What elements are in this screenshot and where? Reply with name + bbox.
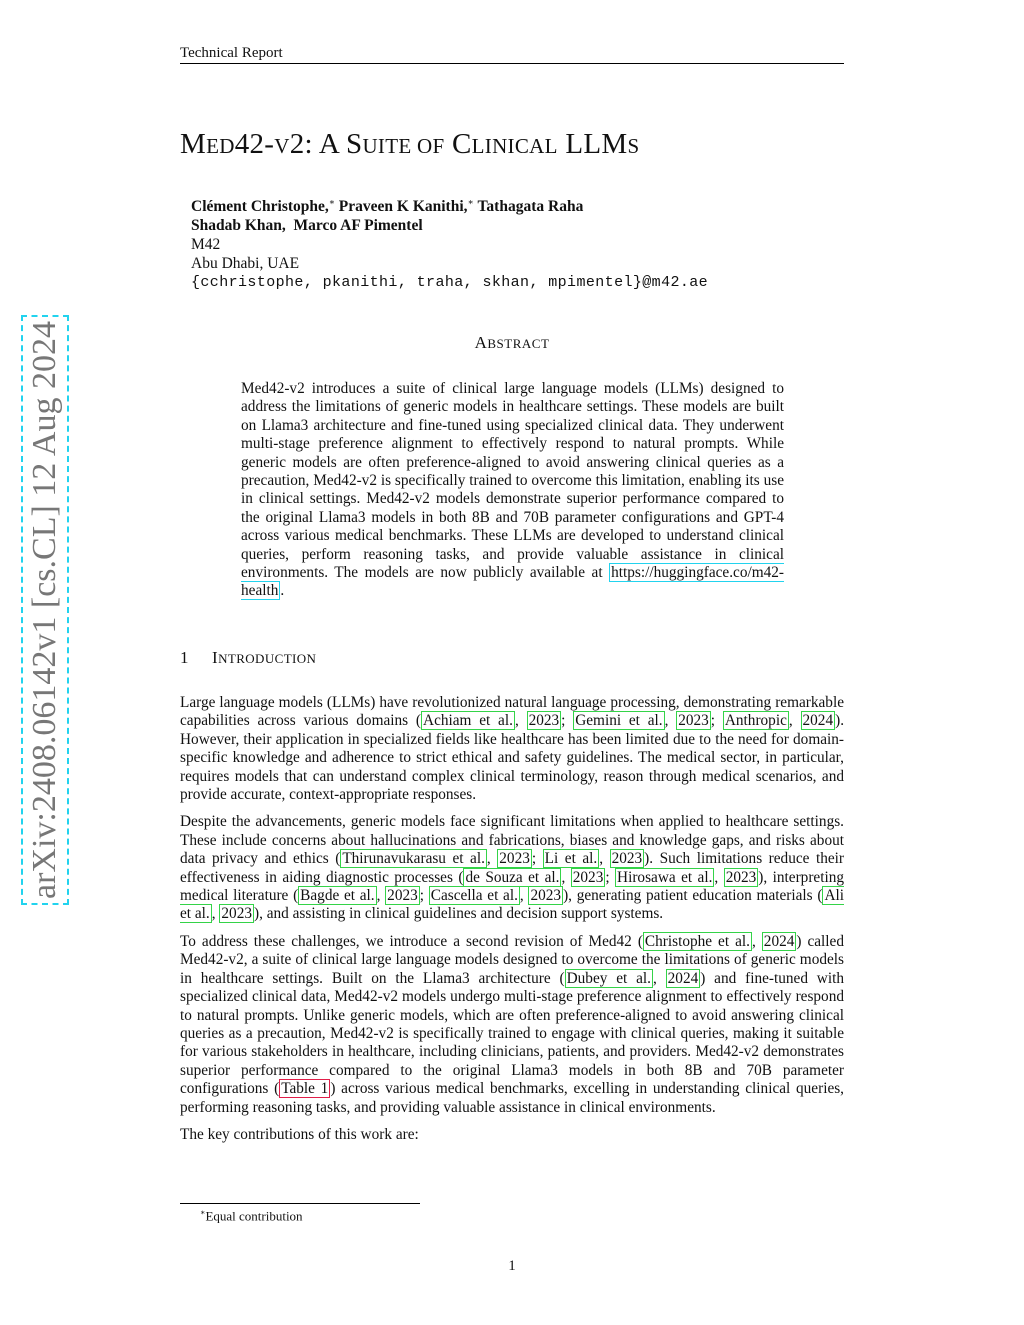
citation-anthropic[interactable]: Anthropic — [724, 712, 787, 730]
footnote: ∗Equal contribution — [200, 1208, 303, 1224]
author-block — [191, 193, 708, 292]
author-line-1: Clément Christophe,∗ Praveen K Kanithi,∗ Tathagata Raha — [191, 197, 584, 216]
location: Abu Dhabi, UAE — [191, 255, 300, 273]
huggingface-link[interactable]: https://huggingface.co/m42-health — [241, 564, 785, 600]
citation-achiam[interactable]: Achiam et al. — [423, 712, 513, 730]
citation-year[interactable]: 2024 — [763, 932, 795, 950]
table-1-reference[interactable]: Table 1 — [281, 1080, 329, 1098]
citation-year[interactable]: 2024 — [667, 969, 699, 987]
abstract-heading: ABSTRACT — [474, 333, 550, 352]
citation-gemini[interactable]: Gemini et al. — [575, 712, 663, 730]
section-heading-introduction: 1 INTRODUCTION — [180, 648, 317, 667]
arxiv-identifier-link[interactable]: arXiv:2408.06142v1 [cs.CL] 12 Aug 2024 — [21, 315, 69, 905]
citation-year[interactable]: 2023 — [572, 868, 604, 886]
abstract-text: Med42-v2 introduces a suite of clinical large language models (LLMs) designed to address the limitations of generic models in healthcare settings. These models are built on Llama3 architecture and fine-tuned using specialized clinical data. They underwent multi-stage preference alignment to effectively respond to natural prompts. While generic models are often preference-aligned to avoid answering clinical queries as a precaution, Med42-v2 is specifically trained to overcome this limitation, enabling its use in clinical settings. Med42-v2 models demonstrate superior performance compared to the original Llama3 models in both 8B and 70B parameter configurations and GPT-4 across various medical benchmarks. These LLMs are developed to understand clinical queries, perform reasoning tasks, and provide valuable assistance in clinical environments. The models are now publicly available at https://huggingface.co/m42-health . — [241, 380, 785, 600]
citation-li[interactable]: Li et al. — [544, 850, 598, 868]
citation-year[interactable]: 2023 — [387, 887, 418, 905]
citation-year[interactable]: 2024 — [802, 712, 834, 730]
author-line-2: Shadab Khan, Marco AF Pimentel — [191, 217, 423, 235]
introduction-body — [180, 694, 844, 1153]
citation-year[interactable]: 2023 — [530, 887, 562, 905]
paragraph-2: Despite the advancements, generic models face significant limitations when applied to healthcare settings. These include concerns about hallucinations and fabrications, biases and knowledge gaps, and risks about data privacy and ethics ( Thirunavukarasu et al. , 2023 ; Li et al. , 2023 ). Such limitations reduce their effectiveness in aiding diagnostic processes ( de Souza et al. , 2023 ; Hirosawa et al. , 2023 ), interpreting medical literature ( Bagde et al. , 2023 ; Cascella et al. , 2023 ), generating patient education materials ( Ali et al. , 2023 ), and assisting in clinical guidelines and decision support systems. — [180, 813, 844, 923]
running-head: Technical Report — [180, 45, 844, 64]
citation-year[interactable]: 2023 — [528, 712, 560, 730]
paragraph-3: To address these challenges, we introduce a second revision of Med42 ( Christophe et al. , 2024 ) called Med42-v2, a suite of clinical large language models designed to overcome the limitations of generic models in healthcare settings. Built on the Llama3 architecture ( Dubey et al. , 2024 ) and fine-tuned with specialized clinical data, Med42-v2 models undergo multi-stage preference alignment to effectively respond to natural prompts. Unlike generic models, which are often preference-aligned to avoid answering clinical queries as a precaution, Med42-v2 is specifically trained to engage with clinical queries, making it suitable for various stakeholders in healthcare, including clinicians, patients, and providers. Med42-v2 demonstrates superior performance compared to the original Llama3 models in both 8B and 70B parameter configurations ( Table 1 ) across various medical benchmarks, excelling in understanding clinical queries, performing reasoning tasks, and providing valuable assistance in clinical environments. — [180, 932, 845, 1116]
citation-bagde[interactable]: Bagde et al. — [300, 887, 375, 905]
citation-year[interactable]: 2023 — [221, 905, 252, 923]
citation-year[interactable]: 2023 — [678, 712, 709, 730]
citation-dubey[interactable]: Dubey et al. — [566, 969, 651, 987]
paper-title: MED42-V2: A SUITE OF CLINICAL LLMS — [180, 128, 640, 160]
citation-year[interactable]: 2023 — [611, 850, 643, 868]
footnote-divider — [180, 1203, 420, 1204]
citation-hirosawa[interactable]: Hirosawa et al. — [617, 868, 713, 886]
citation-christophe[interactable]: Christophe et al. — [644, 932, 750, 950]
affiliation: M42 — [191, 236, 221, 254]
paragraph-1: Large language models (LLMs) have revolutionized natural language processing, demonstrating remarkable capabilities across various domains ( Achiam et al. , 2023 ; Gemini et al. , 2023 ; Anthropic , 2024 ). However, their application in specialized fields like healthcare has been limited due to the need for domain-specific knowledge and adherence to strict ethical and safety guidelines. The medical sector, in particular, requires models that can understand complex clinical terminology, reason through medical scenarios, and provide accurate, context-appropriate responses. — [180, 694, 845, 804]
citation-thirunavukarasu[interactable]: Thirunavukarasu et al. — [342, 850, 485, 868]
page-number: 1 — [508, 1258, 516, 1274]
citation-de-souza[interactable]: de Souza et al. — [465, 868, 560, 886]
citation-cascella[interactable]: Cascella et al. — [430, 887, 518, 905]
author-emails[interactable]: {cchristophe, pkanithi, traha, skhan, mpimentel}@m42.ae — [191, 274, 709, 292]
citation-year[interactable]: 2023 — [499, 850, 530, 868]
paragraph-4: The key contributions of this work are: — [180, 1125, 419, 1143]
citation-year[interactable]: 2023 — [725, 868, 757, 886]
citation-ali[interactable]: Ali et al. — [180, 887, 844, 923]
